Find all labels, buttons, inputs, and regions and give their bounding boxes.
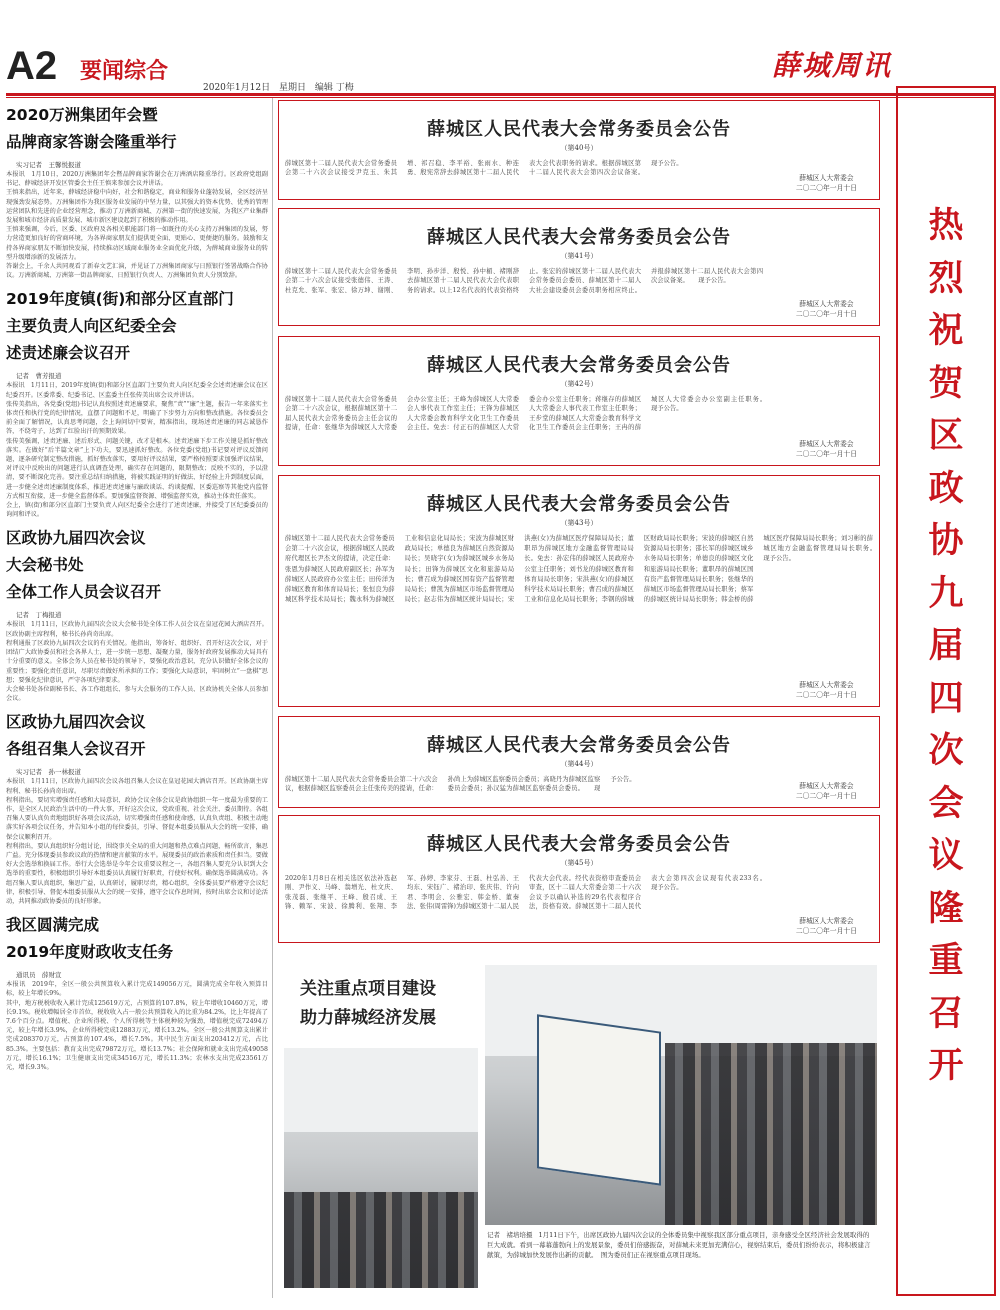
notice-title: 薛城区人民代表大会常务委员会公告 xyxy=(427,834,731,855)
notice-signature xyxy=(796,440,857,459)
byline: 通讯员 薛财宣 xyxy=(16,971,62,980)
paragraph: 大会秘书处各位副秘书长、各工作组组长、参与大会服务的工作人员、区政协机关全体人员参加会议。 xyxy=(6,685,268,703)
notice-43 xyxy=(278,475,886,707)
notice-42 xyxy=(278,336,880,466)
paragraph: 张传美强调，述责述廉、述后形式、问题关键，改才是根本。述责述廉下步工作关键是抓好整改落实。在做好“后半篇文章”上下功夫，要迅速抓好整改。各位党委(党组)书记要对评议反馈问题，逐条研究制定整改措施，抓好整改落实，要用好评议结果，要严格按照要求加强评议结果，对评议中反映出的问题进行认真调查处理，确实存在问题的，限期整改；反映不实的，予以澄清，要不断深化完善。要注重总结归纳措施，将被实践证明的好做法、好经验上升到制度层面，进一步健全述责述廉制度体系，推进述责述廉与廉政谈话、约谈提醒、区委巡察等其他党内监督方式相互衔接，进一步健全监督体系。要加强监督资源、增强监督实效，推动主体责任落实。 xyxy=(6,437,268,500)
notice-signature xyxy=(796,174,857,193)
paragraph: 本报讯 1月11日，区政协九届四次会议大会秘书处全体工作人员会议在皇冠花园大酒店召开。区政协副主席程利，秘书长孙尚奇出席。 xyxy=(6,621,268,638)
notice-body: 薛城区第十二届人民代表大会常务委员会第二十六次会议，根据薛城区人民政府代理区长尹杰文的提请，决定任命：张恩为薛城区人民政府副区长；孙军为薛城区人民政府办公室主任；田传洋为薛城区教育和体育局局长；张恒良为薛城区科学技术局局长；魏永科为薛城区工业和信息化局局长；宋波为薛城区财政局局长；单德良为薛城区自然资源局局长；吴晓宇(女)为薛城区城乡水务局局长；田锋为薛城区文化和旅游局局长；曹召成为薛城区国有资产监督管理局局长；曹凯为薛城区市场监督管理局局长；赵志伟为薛城区统计局局长；宋洪燕(女)为薛城区医疗保障局局长；董职昂为薛城区地方金融监督管理局局长。免去：孙宏伟的薛城区人民政府办公室主任职务；刘书龙的薛城区教育和体育局局长职务；宋洪燕(女)的薛城区科学技术局局长职务；曹召成的薛城区工业和信息化局局长职务；李钢的薛城区财政局局长职务；宋波的薛城区自然资源局局长职务；邵长军的薛城区城乡水务局局长职务；单德良的薛城区文化和旅游局局长职务；董职昂的薛城区国有资产监督管理局局长职务；张继华的薛城区市场监督管理局局长职务；蔡军的薛城区统计局局长职务；韩金桥的薛城区医疗保障局局长职务；刘习彬的薛城区地方金融监督管理局局长职务。 现予公告。 xyxy=(285,535,886,604)
byline: 记者 丁梅报道 xyxy=(16,611,62,620)
article-convenors xyxy=(6,709,268,906)
article-secretariat xyxy=(6,525,268,703)
feature-title-line: 关注重点项目建设 xyxy=(300,979,436,999)
paragraph: 本报讯 2019年，全区一般公共预算收入累计完成149056万元，圆满完成全年收入预算目标，较上年增长9%。 xyxy=(6,981,268,998)
section-title: 要闻综合 xyxy=(80,59,169,84)
article-title: 我区圆满完成 xyxy=(6,916,100,935)
article-title: 全体工作人员会议召开 xyxy=(6,583,162,602)
notice-41 xyxy=(278,208,880,326)
signature-org: 薛城区人大常委会 xyxy=(799,300,854,308)
paragraph: 本报讯 1月11日，2019年度镇(街)和部分区直部门主要负责人向区纪委全会述责述廉会议在区纪委召开。区委常委、纪委书记、区监委主任张传美出席会议并讲话。 xyxy=(6,382,268,399)
article-title: 各组召集人会议召开 xyxy=(6,740,146,759)
paragraph: 程利指出，要切实增强责任感和大局意识，政协会议全体会议是政协组织一年一度最为重要的工作，是全区人民政治生活中的一件大事，开好这次会议，党政重视、社会关注、委员期待。各组召集人要认真负责地组织好各项会议活动，切实增强责任感和使命感，认真负责组、积极主动地落实好各项会议任务，并告知本小组的每位委员，引导、督促本组委员服从大会的统一安排，确保会议顺利召开。 xyxy=(6,796,268,841)
caption-text: 1月11日下午，出席区政协九届四次会议的全体委员集中视察我区部分重点项目，亲身感受全区经济社会发展取得的巨大成就。看到一幕幕蓬勃向上的发展景象，委员们倍感振奋，对薛城未来更加充满信心，视察结束后，委员们纷纷表示，将积极建言献策，为薛城加快发展作出新的贡献。 图为委员们正在视察重点项目现场。 xyxy=(487,1231,871,1259)
signature-date: 二〇二〇年一月十日 xyxy=(795,926,857,935)
issue-meta xyxy=(203,80,354,93)
article-title: 主要负责人向区纪委全会 xyxy=(6,317,177,336)
article-title: 述责述廉会议召开 xyxy=(6,344,131,363)
feature-title xyxy=(300,975,475,1033)
notice-45 xyxy=(278,815,880,943)
feature-photo-small xyxy=(284,1048,478,1288)
signature-date: 二〇二〇年一月十日 xyxy=(795,309,857,318)
byline: 记者 曹芳报道 xyxy=(16,372,62,381)
notice-44 xyxy=(278,716,880,808)
issue-editor: 编辑 丁梅 xyxy=(314,83,354,93)
notice-signature xyxy=(796,782,857,801)
notice-number: （第40号） xyxy=(560,144,598,152)
article-finance xyxy=(6,912,268,1072)
signature-date: 二〇二〇年一月十日 xyxy=(795,183,857,192)
article-title: 大会秘书处 xyxy=(6,556,84,575)
notice-title: 薛城区人民代表大会常务委员会公告 xyxy=(427,355,731,376)
left-column xyxy=(6,102,268,1078)
signature-org: 薛城区人大常委会 xyxy=(799,782,854,790)
article-title: 2019年度镇(街)和部分区直部门 xyxy=(6,290,234,309)
notice-number: （第43号） xyxy=(560,519,598,527)
paragraph: 本报讯 1月10日，2020万洲集团年会暨品牌商家答谢会在万洲酒店隆重举行。区政府党组副书记、薛城经济开发区管委会主任王慎来参加会议并讲话。 xyxy=(6,171,268,188)
paragraph: 张传美指出，各党委(党组)书记认真按照述责述廉要求，聚焦“责”“廉”主题，报告一年来落实主体责任和执行党的纪律情况，直摆了问题和不足，明确了下步努力方向和整改措施。各位委员会前全面了解情况，认真思考问题，会上询问切中要害，精准指出，现场述责述廉的同志诚恳作答，不绕弯子，达到了红脸出汗的预期效果。 xyxy=(6,400,268,436)
notice-title: 薛城区人民代表大会常务委员会公告 xyxy=(427,735,731,756)
paragraph: 王慎来强调，今后，区委、区政府及各相关职能部门将一如既往的关心支持万洲集团的发展，努力营造更加良好的营商环境，为各界商家朋友们提供更全面、更贴心、更便捷的服务。鼓励和支持各界商家朋友不断加快发展，持续推动区域商业服务业全面优化升级，为薛城商业服务业的转型升级增添新的发展活力。 xyxy=(6,226,268,261)
article-title: 区政协九届四次会议 xyxy=(6,713,146,732)
notice-title: 薛城区人民代表大会常务委员会公告 xyxy=(427,227,731,248)
signature-org: 薛城区人大常委会 xyxy=(799,681,854,689)
issue-weekday: 星期日 xyxy=(278,83,306,93)
newspaper-logo: 薛城周讯 xyxy=(772,49,893,82)
notice-number: （第41号） xyxy=(560,252,598,260)
signature-date: 二〇二〇年一月十日 xyxy=(795,690,857,699)
photo-crowd xyxy=(284,1192,478,1288)
notice-body: 薛城区第十二届人民代表大会常务委员会第二十六次会议接受尹克玉、朱其增、祁召稳、李平裕、张雨水、种连勇、殷宪常辞去薛城区第十二届人民代表大会代表职务的请求。根据薛城区第十二届人民代表大会第四次会议备案。 现予公告。 xyxy=(285,160,683,177)
column-divider xyxy=(272,98,273,1298)
notice-body: 薛城区第十二届人民代表大会常务委员会第二十六次会议接受张德伟、王涛、杜克允、张军、张宏、徐万坤、谢刚、李明、孙步洋、殷悦、孙中楣、褚刚辞去薛城区第十二届人民代表大会代表职务的请求。以上12名代表的代表资格终止。张宏的薛城区第十二届人民代表大会常务委员会委员、薛城区第十二届人大社会建设委员会委员职务相应终止。并报薛城区第十二届人民代表大会第四次会议备案。 现予公告。 xyxy=(285,268,763,294)
paragraph: 程利通报了区政协九届四次会议的有关情况。他指出，筹备好、组织好、召开好这次会议，对于团结广大政协委员和社会各界人士，进一步统一思想、凝聚力量，服务好政府发展推动大局具有十分重要的意义。全体会务人员在秘书处的领导下，要强化政治意识，充分认识做好全体会议的重要性；要强化责任意识，尽职尽责做好所承担的工作；要强化大局意识，牢固树立“一盘棋”思想；要强化纪律意识，严守各项纪律要求。 xyxy=(6,639,268,684)
feature-caption xyxy=(487,1230,875,1260)
notice-signature xyxy=(796,300,857,319)
page-number: A2 xyxy=(6,44,58,88)
article-title: 区政协九届四次会议 xyxy=(6,529,146,548)
masthead xyxy=(0,0,1000,100)
paragraph: 王慎来指出，近年来，薛城经济稳中向好，社会和谐稳定，商业和服务业蓬勃发展，全区经济呈现强劲发展态势。万洲集团作为我区服务业发展的中坚力量，以其强大的资本优势、优秀的管理运营团队和先进的企业经营理念，推动了万洲新商城、万洲第一街的快速发展，为我区产业集群发展和城市经济高质量发展、城市新区建设起到了积极的推动作用。 xyxy=(6,189,268,225)
photo-sky xyxy=(284,1048,478,1132)
signature-org: 薛城区人大常委会 xyxy=(799,440,854,448)
paragraph: 其中，地方税税收收入累计完成125619万元，占预算的107.8%，较上年增收10460万元，增长9.1%。税收增幅居全市首位，税收收入占一般公共预算收入的比重为84.2%，比上年提高了7.6个百分点。增值税、企业所得税、个人所得税等主体税种较为强劲，增值税完成72494万元，较上年增长3.9%，企业所得税完成12883万元，增长13.2%。全区一般公共预算支出累计完成208370万元，占预算的107.4%，增长7.5%。其中民生方面支出203412万元，占比85.3%。主要包括：教育支出完成79872万元，增长13.7%；社会保障和就业支出完成49058万元，增长16.1%；卫生健康支出完成34516万元，增长11.3%；农林水支出完成23561万元，增长9.3%。 xyxy=(6,999,268,1071)
notice-body: 薛城区第十二届人民代表大会常务委员会第二十六次会议，根据薛城区监察委员会主任张传美的提请，任命：孙尚上为薛城区监察委员会委员；高晓丹为薛城区监察委员会委员；孙汉猛为薛城区监察委员会委员。 现予公告。 xyxy=(285,776,636,793)
notice-number: （第42号） xyxy=(560,380,598,388)
feature-photo-large xyxy=(485,965,877,1225)
header-rule-thin xyxy=(6,97,996,98)
notice-40 xyxy=(278,100,880,200)
photo-display-board xyxy=(537,1014,661,1185)
article-title: 品牌商家答谢会隆重举行 xyxy=(6,133,177,151)
paragraph: 答谢会上，千余人共同观看了新春文艺汇演，并见证了万洲集团商家与日照银行签署战略合作协议。万洲新商城、万洲第一街品牌商家、日照银行负责人、万洲集团负责人分别致辞。 xyxy=(6,263,268,280)
article-title: 2020万洲集团年会暨 xyxy=(6,106,158,124)
issue-date: 2020年1月12日 xyxy=(203,83,271,93)
byline: 实习记者 孙一林报道 xyxy=(16,768,81,777)
photo-crowd xyxy=(665,1043,877,1225)
article-title: 2019年度财政收支任务 xyxy=(6,943,174,962)
notice-number: （第45号） xyxy=(560,859,598,867)
feature-title-line: 助力薛城经济发展 xyxy=(300,1008,436,1028)
notice-signature xyxy=(796,681,857,700)
paragraph: 程利指出，要认真组织好分组讨论，围绕事关全局的重大问题和热点难点问题，畅所欲言，集思广益。充分体现委员参政议政的热情和建言献策的水平。展现委员的政治素质和责任担当。要做好大会选举和换届工作。举行大会选举是今年会议重要议程之一，各组召集人要充分认识到大会选举的重要性，积极组织引导好本组委员认真履行好职责，行使好权利。确保选举圆满成功。各组召集人要认真组织，集思广益，认真研讨，履职尽责，精心组织，全体委员要严格遵守会议纪律，积极引导、督促本组委员服从大会的统一安排，遵守会议作息时间，按时出席会议和讨论活动，共同推动政协委员的良好形象。 xyxy=(6,842,268,905)
article-shuze xyxy=(6,286,268,519)
signature-date: 二〇二〇年一月十日 xyxy=(795,449,857,458)
notice-number: （第44号） xyxy=(560,760,598,768)
photo-credit: 记者 褚培培摄 xyxy=(487,1231,533,1239)
signature-org: 薛城区人大常委会 xyxy=(799,174,854,182)
byline: 实习记者 王馨悦报道 xyxy=(16,161,81,169)
notice-title: 薛城区人民代表大会常务委员会公告 xyxy=(427,494,731,515)
notice-signature xyxy=(796,917,857,936)
signature-date: 二〇二〇年一月十日 xyxy=(795,791,857,800)
congrats-banner-text: 热烈祝贺区政协九届四次会议隆重召开 xyxy=(928,206,964,1086)
notice-title: 薛城区人民代表大会常务委员会公告 xyxy=(427,119,731,140)
paragraph: 会上，镇(街)和部分区直部门主要负责人向区纪委全会进行了述责述廉，并接受了区纪委委员的询问和评议。 xyxy=(6,502,268,519)
paragraph: 本报讯 1月11日，区政协九届四次会议各组召集人会议在皇冠花园大酒店召开。区政协副主席程利、秘书长孙尚奇出席。 xyxy=(6,778,268,795)
header-rule xyxy=(6,93,996,96)
notice-body: 薛城区第十二届人民代表大会常务委员会第二十六次会议，根据薛城区第十二届人民代表大会常务委员会主任会议的提请，任命：张继华为薛城区人大常委会办公室主任；王峰为薛城区人大常委会人事代表工作室主任；王锋为薛城区人大常委会教育科学文化卫生工作委员会主任。免去：付正石的薛城区人大常委会办公室主任职务；蒋继存的薛城区人大常委会人事代表工作室主任职务；王步堂的薛城区人大常委会教育科学文化卫生工作委员会主任职务；王冉的薛城区人大常委会办公室副主任职务。 现予公告。 xyxy=(285,396,776,432)
signature-org: 薛城区人大常委会 xyxy=(799,917,854,925)
notice-body: 2020年1月8日在相关选区依法补选赵刚、尹作义、马峰、翁增光、杜文庆、张茂磊、张继平、王峰、殷召成、王锋、赖军、宋波、徐腾利、张翔、李军、孙婷、李家芬、王磊、杜弘善、王均东、宋钰广、褚治印、张庆伟、许向君、李明会、公雅宏、韩金桥、董秦法、张伟(周雷锋)为薛城区第十二届人民代表大会代表。经代表资格审查委员会审查，区十二届人大常委会第二十六次会议予以确认补选的29名代表程序合法，资格有效。薛城区第十二届人民代表大会第四次会议现有代表233名。 现予公告。 xyxy=(285,875,776,911)
article-wanzhou xyxy=(6,102,268,280)
